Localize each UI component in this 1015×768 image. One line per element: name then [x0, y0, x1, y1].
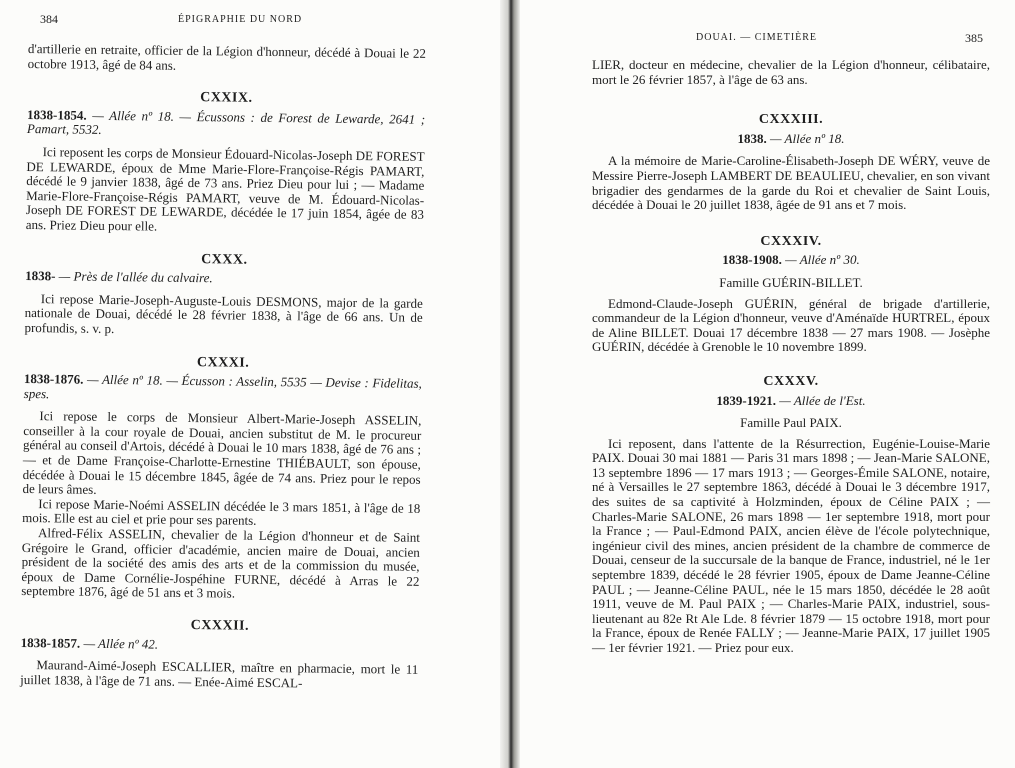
inscription-paragraph: Edmond-Claude-Joseph GUÉRIN, général de brigade d'artillerie, commandeur de la Légion d'honneur, veuve d'Aménaïde HURTREL, époux de Aline BILLET. Douai 17 décembre 1838 — 27 mars 1908. — Josèphe GUÉRIN, décédée à Grenoble le 10 novembre 1899. — [592, 295, 990, 355]
inscription-paragraph: Ici repose Marie-Joseph-Auguste-Louis DESMONS, major de la garde nationale de Douai, décédé le 28 février 1838, à l'âge de 66 ans. Un de profundis, s. v. p. — [24, 290, 423, 336]
left-page — [0, 0, 500, 768]
section-heading — [592, 394, 990, 409]
book-gutter — [500, 0, 520, 768]
section-numeral: CXXXIII. — [758, 112, 824, 128]
section-years: 1838. — [737, 130, 767, 146]
section-heading — [592, 132, 990, 147]
inscription-paragraph: Ici reposent, dans l'attente de la Résurrection, Eugénie-Louise-Marie PAIX. Douai 30 mai 1881 — Paris 31 mars 1898 ; — Jean-Marie SALONE, 13 septembre 1896 — 17 mars 1913 ; — Georges-Émile SALONE, notaire, né à Versailles le 27 septembre 1863, décédé à Douai le 3 décembre 1917, des suites de sa captivité à Holzminden, époux de Céline PAIX ; — Charles-Marie SALONE, 26 mars 1898 — 1er septembre 1918, mort pour la France ; — Paul-Edmond PAIX, ancien élève de l'école polytechnique, ingénieur civil des mines, ancien président de la chambre de commerce de Douai, censeur de la succursale de la banque de France, industriel, né le 1er septembre 1839, décédé le 28 février 1905, époux de Dame Jeanne-Céline PAUL ; — Jeanne-Céline PAUL, née le 15 mars 1850, décédée le 28 août 1911, veuve de M. Paul PAIX ; — Charles-Marie PAIX, industriel, sous-lieutenant au 82e Rt Ale Lde. 8 février 1879 — 15 octobre 1918, mort pour la France, époux de Renée FALLY ; — Jeanne-Marie PAIX, 17 juillet 1905 — 1er février 1921. — Priez pour eux. — [592, 435, 990, 655]
section-location: — Allée nº 42. — [80, 635, 159, 652]
section-numeral: CXXIX. — [200, 90, 253, 106]
left-text-block — [20, 42, 426, 692]
intro-paragraph: d'artillerie en retraite, officier de la Légion d'honneur, décédé à Douai le 22 octobre 1913, âgé de 84 ans. — [27, 41, 426, 73]
section-years: 1838-1908. — [722, 252, 782, 268]
intro-paragraph: LIER, docteur en médecine, chevalier de la Légion d'honneur, célibataire, mort le 26 février 1857, à l'âge de 63 ans. — [592, 57, 990, 87]
page-number: 385 — [965, 31, 983, 45]
section-location: — Près de l'allée du calvaire. — [55, 268, 213, 286]
section-heading — [27, 108, 425, 142]
section-heading — [25, 269, 423, 288]
family-heading: Famille Paul PAIX. — [740, 415, 842, 431]
inscription-paragraph: Maurand-Aimé-Joseph ESCALLIER, maître en pharmacie, mort le 11 juillet 1838, à l'âge de 71 ans. — Enée-Aimé ESCAL- — [20, 657, 419, 691]
section-heading — [21, 636, 419, 655]
right-text-block — [592, 58, 990, 656]
section-numeral: CXXXI. — [196, 354, 250, 371]
running-head: ÉPIGRAPHIE DU NORD — [178, 14, 303, 25]
section-location: — Allée nº 30. — [781, 252, 860, 268]
section-numeral: CXXXIV. — [760, 233, 822, 249]
section-location: — Allée nº 18. — Écusson : Asselin, 5535 — Devise : Fidelitas, spes. — [23, 371, 422, 401]
section-years: 1838-1876. — [23, 371, 84, 387]
section-years: 1838-1857. — [20, 634, 81, 651]
running-head: DOUAI. — CIMETIÈRE — [696, 32, 818, 43]
family-heading: Famille GUÉRIN-BILLET. — [719, 274, 863, 290]
section-years: 1838-1854. — [27, 106, 87, 123]
section-location: — Allée de l'Est. — [776, 392, 866, 408]
section-heading — [592, 253, 990, 268]
section-years: 1838- — [25, 268, 56, 284]
right-page — [520, 0, 1015, 768]
section-location: — Allée nº 18. — [766, 130, 845, 146]
section-heading — [24, 372, 422, 406]
inscription-paragraph: Alfred-Félix ASSELIN, chevalier de la Légion d'honneur et de Saint Grégoire le Grand, officier d'académie, ancien maire de Douai, ancien président de la société des amis des arts et de la commission du musée, époux de Dame Cornélie-Jospéhine FURNE, décédé à Arras le 22 septembre 1876, âgé de 51 ans et 3 mois. — [21, 525, 421, 601]
section-numeral: CXXX. — [201, 251, 248, 268]
page-number: 384 — [40, 12, 58, 26]
section-numeral: CXXXV. — [763, 373, 819, 389]
section-years: 1839-1921. — [716, 392, 777, 408]
inscription-paragraph: Ici repose le corps de Monsieur Albert-Marie-Joseph ASSELIN, conseiller à la cour royale de Douai, ancien substitut de M. le procureur général au conseil d'Artois, décédé à Douai le 10 mars 1838, âgé de 76 ans ; — et de Dame Françoise-Charlotte-Ernestine THIÉBAULT, son épouse, décédée à Douai le 15 décembre 1845, âgée de 74 ans. Priez pour le repos de leurs âmes. — [22, 408, 422, 498]
inscription-paragraph: Ici repose Marie-Noémi ASSELIN décédée le 3 mars 1851, à l'âge de 18 mois. Elle est au ciel et prie pour ses parents. — [22, 496, 421, 529]
section-location: — Allée nº 18. — Écussons : de Forest de Lewarde, 2641 ; Pamart, 5532. — [26, 107, 426, 138]
inscription-paragraph: Ici reposent les corps de Monsieur Édouard-Nicolas-Joseph DE FOREST DE LEWARDE, époux de Mme Marie-Flore-Françoise-Régis PAMART, décédé le 9 janvier 1838, âgé de 73 ans. Priez Dieu pour lui ; — Madame Marie-Flore-Françoise-Régis PAMART, veuve de M. Édouard-Nicolas-Joseph DE FOREST DE LEWARDE, décédée le 17 juin 1854, âgée de 83 ans. Priez Dieu pour elle. — [25, 144, 425, 234]
inscription-paragraph: A la mémoire de Marie-Caroline-Élisabeth-Joseph DE WÉRY, veuve de Messire Pierre-Joseph LAMBERT DE BEAULIEU, chevalier, en son vivant brigadier des gendarmes de la garde du Roi et chevalier de Saint Louis, décédée à Douai le 20 juillet 1838, âgée de 91 ans et 7 mois. — [592, 153, 990, 213]
section-numeral: CXXXII. — [190, 618, 250, 634]
